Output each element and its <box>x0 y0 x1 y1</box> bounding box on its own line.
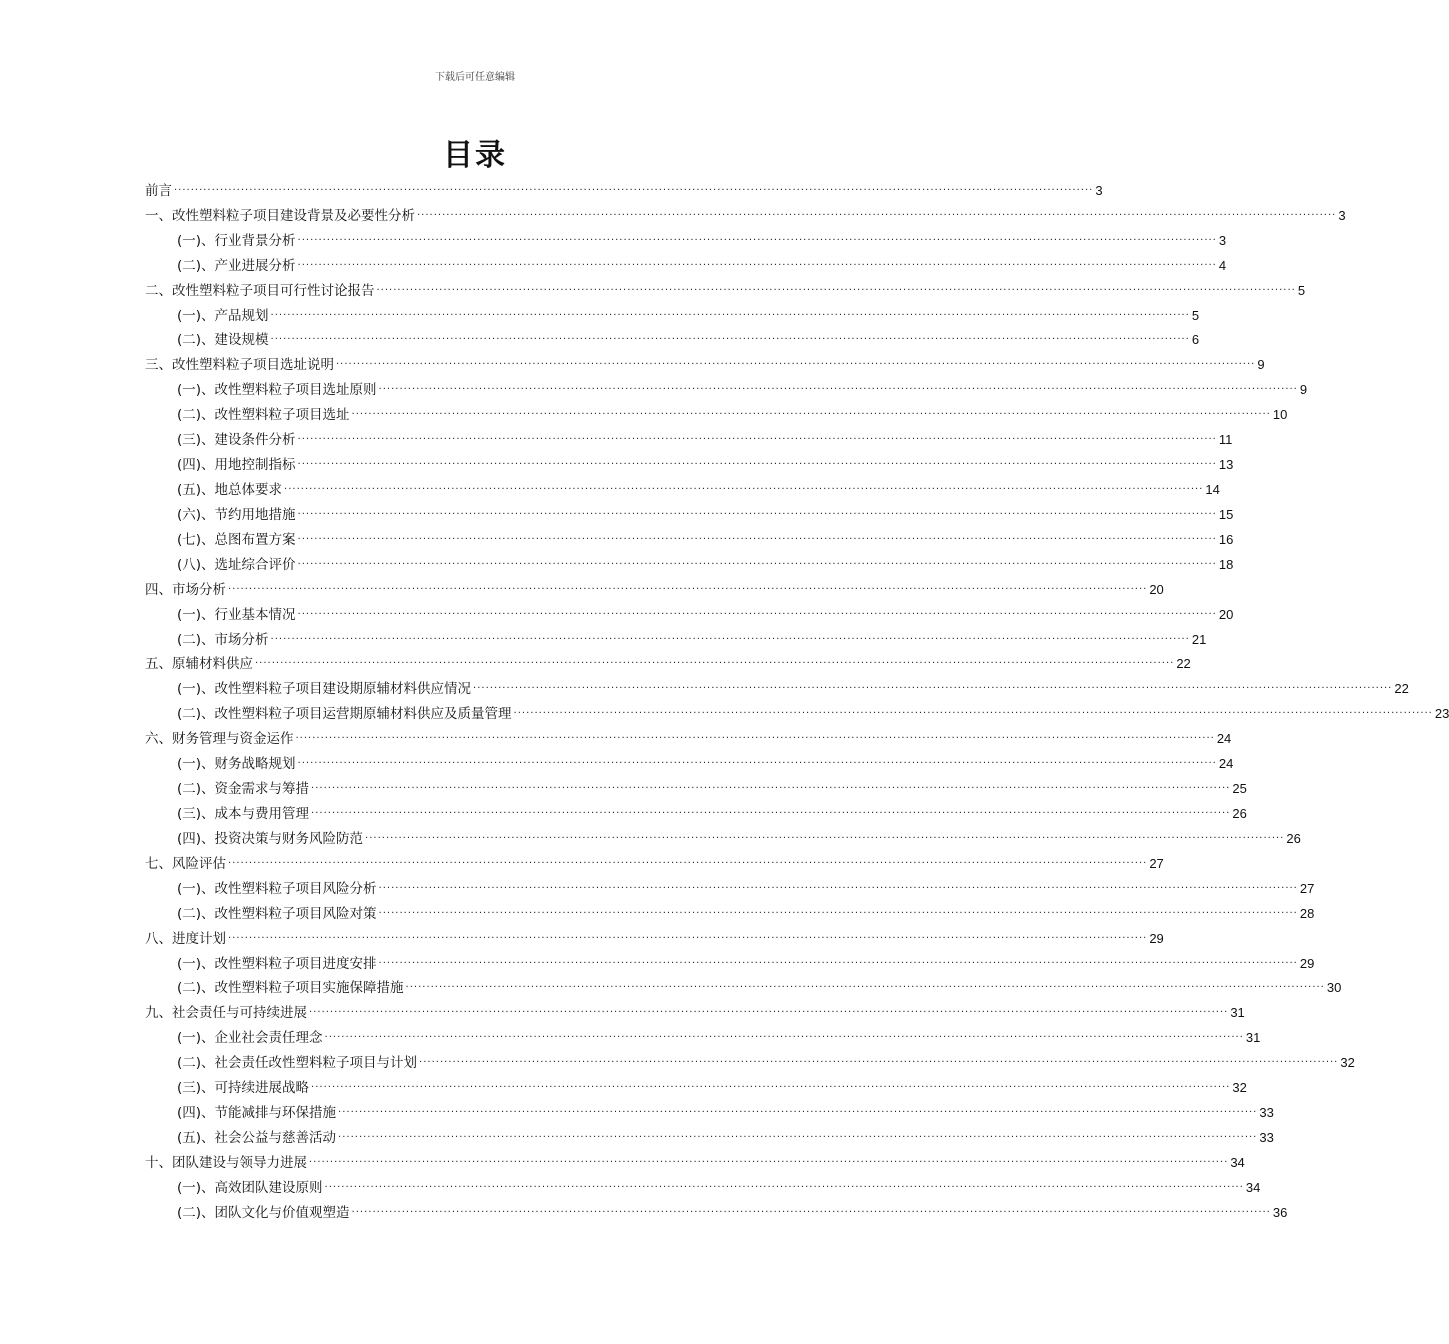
toc-entry[interactable] <box>145 350 1265 375</box>
toc-entry-page: 3 <box>1218 232 1227 248</box>
toc-entry-page: 3 <box>1338 207 1346 223</box>
toc-entry-title: (一)、企业社会责任理念 <box>177 1030 323 1047</box>
toc-leader-dots: ............................................................................................................................................................................................................................ <box>309 1004 1229 1016</box>
toc-leader-dots: ............................................................................................................................................................................................................................ <box>365 829 1285 841</box>
toc-entry-page: 4 <box>1218 257 1227 273</box>
toc-entry[interactable] <box>145 899 1315 924</box>
toc-leader-dots: ............................................................................................................................................................................................................................ <box>351 1203 1271 1215</box>
toc-entry[interactable] <box>145 475 1220 500</box>
toc-entry-title: (二)、建设规模 <box>177 332 269 349</box>
toc-entry[interactable] <box>145 1198 1288 1223</box>
toc-entry[interactable] <box>145 625 1207 650</box>
toc-entry-page: 21 <box>1191 631 1207 647</box>
toc-entry-title: (一)、改性塑料粒子项目进度安排 <box>177 955 377 972</box>
toc-entry-page: 23 <box>1434 706 1449 722</box>
toc-entry[interactable] <box>145 525 1234 550</box>
toc-entry-page: 30 <box>1326 980 1342 996</box>
toc-leader-dots: ............................................................................................................................................................................................................................ <box>351 406 1271 418</box>
toc-entry-title: (二)、改性塑料粒子项目运营期原辅材料供应及质量管理 <box>177 706 512 723</box>
toc-entry[interactable] <box>145 699 1449 724</box>
toc-entry[interactable] <box>145 824 1301 849</box>
toc-leader-dots: ............................................................................................................................................................................................................................ <box>376 281 1296 293</box>
toc-entry-title: (二)、社会责任改性塑料粒子项目与计划 <box>177 1055 418 1072</box>
toc-entry[interactable] <box>145 176 1103 201</box>
toc-entry[interactable] <box>145 849 1164 874</box>
toc-entry[interactable] <box>145 400 1288 425</box>
toc-entry-page: 25 <box>1232 781 1247 797</box>
toc-leader-dots: ............................................................................................................................................................................................................................ <box>270 331 1190 343</box>
toc-entry-title: (一)、财务战略规划 <box>177 756 296 773</box>
toc-entry-title: (三)、可持续进展战略 <box>177 1080 310 1097</box>
toc-entry[interactable] <box>145 1048 1355 1073</box>
toc-entry-page: 20 <box>1149 581 1164 597</box>
toc-entry[interactable] <box>145 450 1234 475</box>
toc-entry[interactable] <box>145 1023 1261 1048</box>
toc-entry-title: 八、进度计划 <box>145 930 226 947</box>
toc-leader-dots: ............................................................................................................................................................................................................................ <box>324 1029 1244 1041</box>
toc-leader-dots: ............................................................................................................................................................................................................................ <box>419 1054 1339 1066</box>
toc-entry-title: (四)、节能减排与环保措施 <box>177 1105 337 1122</box>
toc-entry-page: 36 <box>1272 1204 1288 1220</box>
toc-entry-title: 一、改性塑料粒子项目建设背景及必要性分析 <box>145 207 415 224</box>
toc-entry-title: 三、改性塑料粒子项目选址说明 <box>145 357 334 374</box>
toc-entry[interactable] <box>145 799 1247 824</box>
toc-entry[interactable] <box>145 974 1342 999</box>
toc-leader-dots: ............................................................................................................................................................................................................................ <box>311 1079 1231 1091</box>
toc-leader-dots: ............................................................................................................................................................................................................................ <box>174 181 1094 193</box>
toc-entry-page: 5 <box>1297 282 1306 298</box>
toc-entry[interactable] <box>145 326 1200 351</box>
toc-entry-page: 31 <box>1245 1030 1261 1046</box>
toc-leader-dots: ............................................................................................................................................................................................................................ <box>297 755 1217 767</box>
toc-entry-title: (四)、用地控制指标 <box>177 457 296 474</box>
toc-entry[interactable] <box>145 575 1164 600</box>
toc-entry-page: 26 <box>1286 830 1301 846</box>
toc-leader-dots: ............................................................................................................................................................................................................................ <box>338 1128 1258 1140</box>
toc-leader-dots: ............................................................................................................................................................................................................................ <box>417 206 1337 218</box>
toc-leader-dots: ............................................................................................................................................................................................................................ <box>297 431 1217 443</box>
toc-entry-title: 四、市场分析 <box>145 581 226 598</box>
toc-entry[interactable] <box>145 1073 1247 1098</box>
toc-entry-title: (一)、改性塑料粒子项目风险分析 <box>177 880 377 897</box>
toc-leader-dots: ............................................................................................................................................................................................................................ <box>378 904 1298 916</box>
toc-entry-title: (二)、市场分析 <box>177 631 269 648</box>
toc-entry[interactable] <box>145 550 1234 575</box>
toc-entry-page: 11 <box>1218 432 1233 448</box>
toc-entry[interactable] <box>145 650 1191 675</box>
toc-entry-title: (六)、节约用地措施 <box>177 506 296 523</box>
toc-leader-dots: ............................................................................................................................................................................................................................ <box>228 929 1148 941</box>
toc-leader-dots: ............................................................................................................................................................................................................................ <box>297 456 1217 468</box>
toc-leader-dots: ............................................................................................................................................................................................................................ <box>297 605 1217 617</box>
toc-leader-dots: ............................................................................................................................................................................................................................ <box>297 555 1217 567</box>
toc-entry-title: 七、风险评估 <box>145 855 226 872</box>
toc-entry-title: 五、原辅材料供应 <box>145 656 253 673</box>
toc-leader-dots: ............................................................................................................................................................................................................................ <box>336 356 1256 368</box>
toc-entry-title: (一)、高效团队建设原则 <box>177 1179 323 1196</box>
header-note: 下载后可任意编辑 <box>435 72 515 83</box>
toc-entry-page: 32 <box>1340 1055 1355 1071</box>
table-of-contents <box>145 176 1449 1223</box>
toc-entry[interactable] <box>145 226 1227 251</box>
toc-entry-title: 前言 <box>145 182 172 199</box>
toc-entry[interactable] <box>145 251 1227 276</box>
toc-entry[interactable] <box>145 600 1234 625</box>
toc-entry-title: 九、社会责任与可持续进展 <box>145 1005 307 1022</box>
toc-entry-page: 3 <box>1095 182 1103 198</box>
toc-entry-title: (三)、建设条件分析 <box>177 432 296 449</box>
toc-entry[interactable] <box>145 1123 1274 1148</box>
toc-entry[interactable] <box>145 500 1234 525</box>
toc-entry[interactable] <box>145 874 1315 899</box>
toc-leader-dots: ............................................................................................................................................................................................................................ <box>378 879 1298 891</box>
toc-entry-title: (八)、选址综合评价 <box>177 556 296 573</box>
toc-entry-title: (二)、改性塑料粒子项目选址 <box>177 407 350 424</box>
toc-entry-page: 10 <box>1272 407 1288 423</box>
toc-entry-title: (一)、改性塑料粒子项目建设期原辅材料供应情况 <box>177 681 472 698</box>
toc-leader-dots: ............................................................................................................................................................................................................................ <box>405 979 1325 991</box>
toc-entry-page: 31 <box>1230 1005 1245 1021</box>
toc-leader-dots: ............................................................................................................................................................................................................................ <box>295 730 1215 742</box>
toc-entry-title: (二)、改性塑料粒子项目实施保障措施 <box>177 980 404 997</box>
toc-leader-dots: ............................................................................................................................................................................................................................ <box>311 804 1231 816</box>
toc-entry-page: 33 <box>1259 1105 1274 1121</box>
toc-entry-title: (一)、行业背景分析 <box>177 232 296 249</box>
toc-entry-page: 9 <box>1299 382 1308 398</box>
toc-leader-dots: ............................................................................................................................................................................................................................ <box>228 854 1148 866</box>
toc-entry-page: 27 <box>1299 880 1315 896</box>
toc-entry-page: 20 <box>1218 606 1234 622</box>
toc-entry-title: 六、财务管理与资金运作 <box>145 731 294 748</box>
toc-leader-dots: ............................................................................................................................................................................................................................ <box>297 256 1217 268</box>
toc-leader-dots: ............................................................................................................................................................................................................................ <box>473 680 1393 692</box>
toc-entry-page: 16 <box>1218 531 1234 547</box>
toc-leader-dots: ............................................................................................................................................................................................................................ <box>378 954 1298 966</box>
toc-entry-page: 22 <box>1394 681 1409 697</box>
toc-entry[interactable] <box>145 674 1409 699</box>
toc-entry[interactable] <box>145 201 1346 226</box>
toc-entry-title: (二)、产业进展分析 <box>177 257 296 274</box>
toc-entry-page: 14 <box>1205 481 1220 497</box>
toc-entry-page: 5 <box>1191 307 1200 323</box>
toc-entry[interactable] <box>145 1148 1245 1173</box>
toc-leader-dots: ............................................................................................................................................................................................................................ <box>228 580 1148 592</box>
toc-leader-dots: ............................................................................................................................................................................................................................ <box>255 655 1175 667</box>
page-title: 目录 <box>443 138 507 173</box>
toc-entry[interactable] <box>145 1098 1274 1123</box>
toc-leader-dots: ............................................................................................................................................................................................................................ <box>297 530 1217 542</box>
toc-entry[interactable] <box>145 749 1234 774</box>
toc-entry-page: 22 <box>1176 656 1191 672</box>
toc-entry-page: 15 <box>1218 506 1234 522</box>
toc-entry-page: 6 <box>1191 332 1200 348</box>
toc-leader-dots: ............................................................................................................................................................................................................................ <box>284 480 1204 492</box>
toc-entry-page: 28 <box>1299 905 1315 921</box>
toc-entry[interactable] <box>145 301 1200 326</box>
toc-entry-title: (一)、产品规划 <box>177 307 269 324</box>
toc-entry-page: 32 <box>1232 1080 1247 1096</box>
toc-entry-page: 26 <box>1232 805 1247 821</box>
toc-leader-dots: ............................................................................................................................................................................................................................ <box>309 1153 1229 1165</box>
toc-leader-dots: ............................................................................................................................................................................................................................ <box>297 505 1217 517</box>
toc-entry-page: 9 <box>1257 357 1265 373</box>
toc-entry-page: 18 <box>1218 556 1234 572</box>
toc-entry-title: (二)、团队文化与价值观塑造 <box>177 1204 350 1221</box>
toc-entry[interactable] <box>145 774 1247 799</box>
toc-leader-dots: ............................................................................................................................................................................................................................ <box>324 1178 1244 1190</box>
toc-leader-dots: ............................................................................................................................................................................................................................ <box>338 1104 1258 1116</box>
toc-entry-page: 33 <box>1259 1129 1274 1145</box>
toc-leader-dots: ............................................................................................................................................................................................................................ <box>297 231 1217 243</box>
toc-entry-page: 34 <box>1230 1154 1245 1170</box>
toc-entry-title: (一)、改性塑料粒子项目选址原则 <box>177 382 377 399</box>
toc-entry-title: (五)、社会公益与慈善活动 <box>177 1129 337 1146</box>
toc-entry-page: 29 <box>1299 955 1315 971</box>
toc-entry[interactable] <box>145 375 1308 400</box>
toc-entry-title: (五)、地总体要求 <box>177 481 283 498</box>
toc-entry-page: 24 <box>1218 756 1234 772</box>
toc-entry-page: 13 <box>1218 457 1234 473</box>
toc-leader-dots: ............................................................................................................................................................................................................................ <box>311 780 1231 792</box>
toc-entry[interactable] <box>145 425 1233 450</box>
toc-entry-title: (一)、行业基本情况 <box>177 606 296 623</box>
toc-entry[interactable] <box>145 276 1306 301</box>
toc-entry-title: 二、改性塑料粒子项目可行性讨论报告 <box>145 282 375 299</box>
toc-entry-page: 29 <box>1149 930 1164 946</box>
toc-entry[interactable] <box>145 998 1245 1023</box>
toc-entry-title: (二)、资金需求与筹措 <box>177 781 310 798</box>
toc-entry-title: (七)、总图布置方案 <box>177 531 296 548</box>
toc-entry-page: 34 <box>1245 1179 1261 1195</box>
toc-leader-dots: ............................................................................................................................................................................................................................ <box>270 630 1190 642</box>
toc-entry-page: 27 <box>1149 855 1164 871</box>
toc-entry[interactable] <box>145 949 1315 974</box>
toc-entry[interactable] <box>145 1173 1261 1198</box>
toc-entry[interactable] <box>145 724 1232 749</box>
toc-leader-dots: ............................................................................................................................................................................................................................ <box>513 705 1433 717</box>
toc-entry-title: (二)、改性塑料粒子项目风险对策 <box>177 905 377 922</box>
toc-entry-title: 十、团队建设与领导力进展 <box>145 1154 307 1171</box>
toc-leader-dots: ............................................................................................................................................................................................................................ <box>378 381 1298 393</box>
toc-leader-dots: ............................................................................................................................................................................................................................ <box>270 306 1190 318</box>
toc-entry-title: (四)、投资决策与财务风险防范 <box>177 830 364 847</box>
toc-entry-title: (三)、成本与费用管理 <box>177 805 310 822</box>
toc-entry-page: 24 <box>1216 731 1232 747</box>
toc-entry[interactable] <box>145 924 1164 949</box>
